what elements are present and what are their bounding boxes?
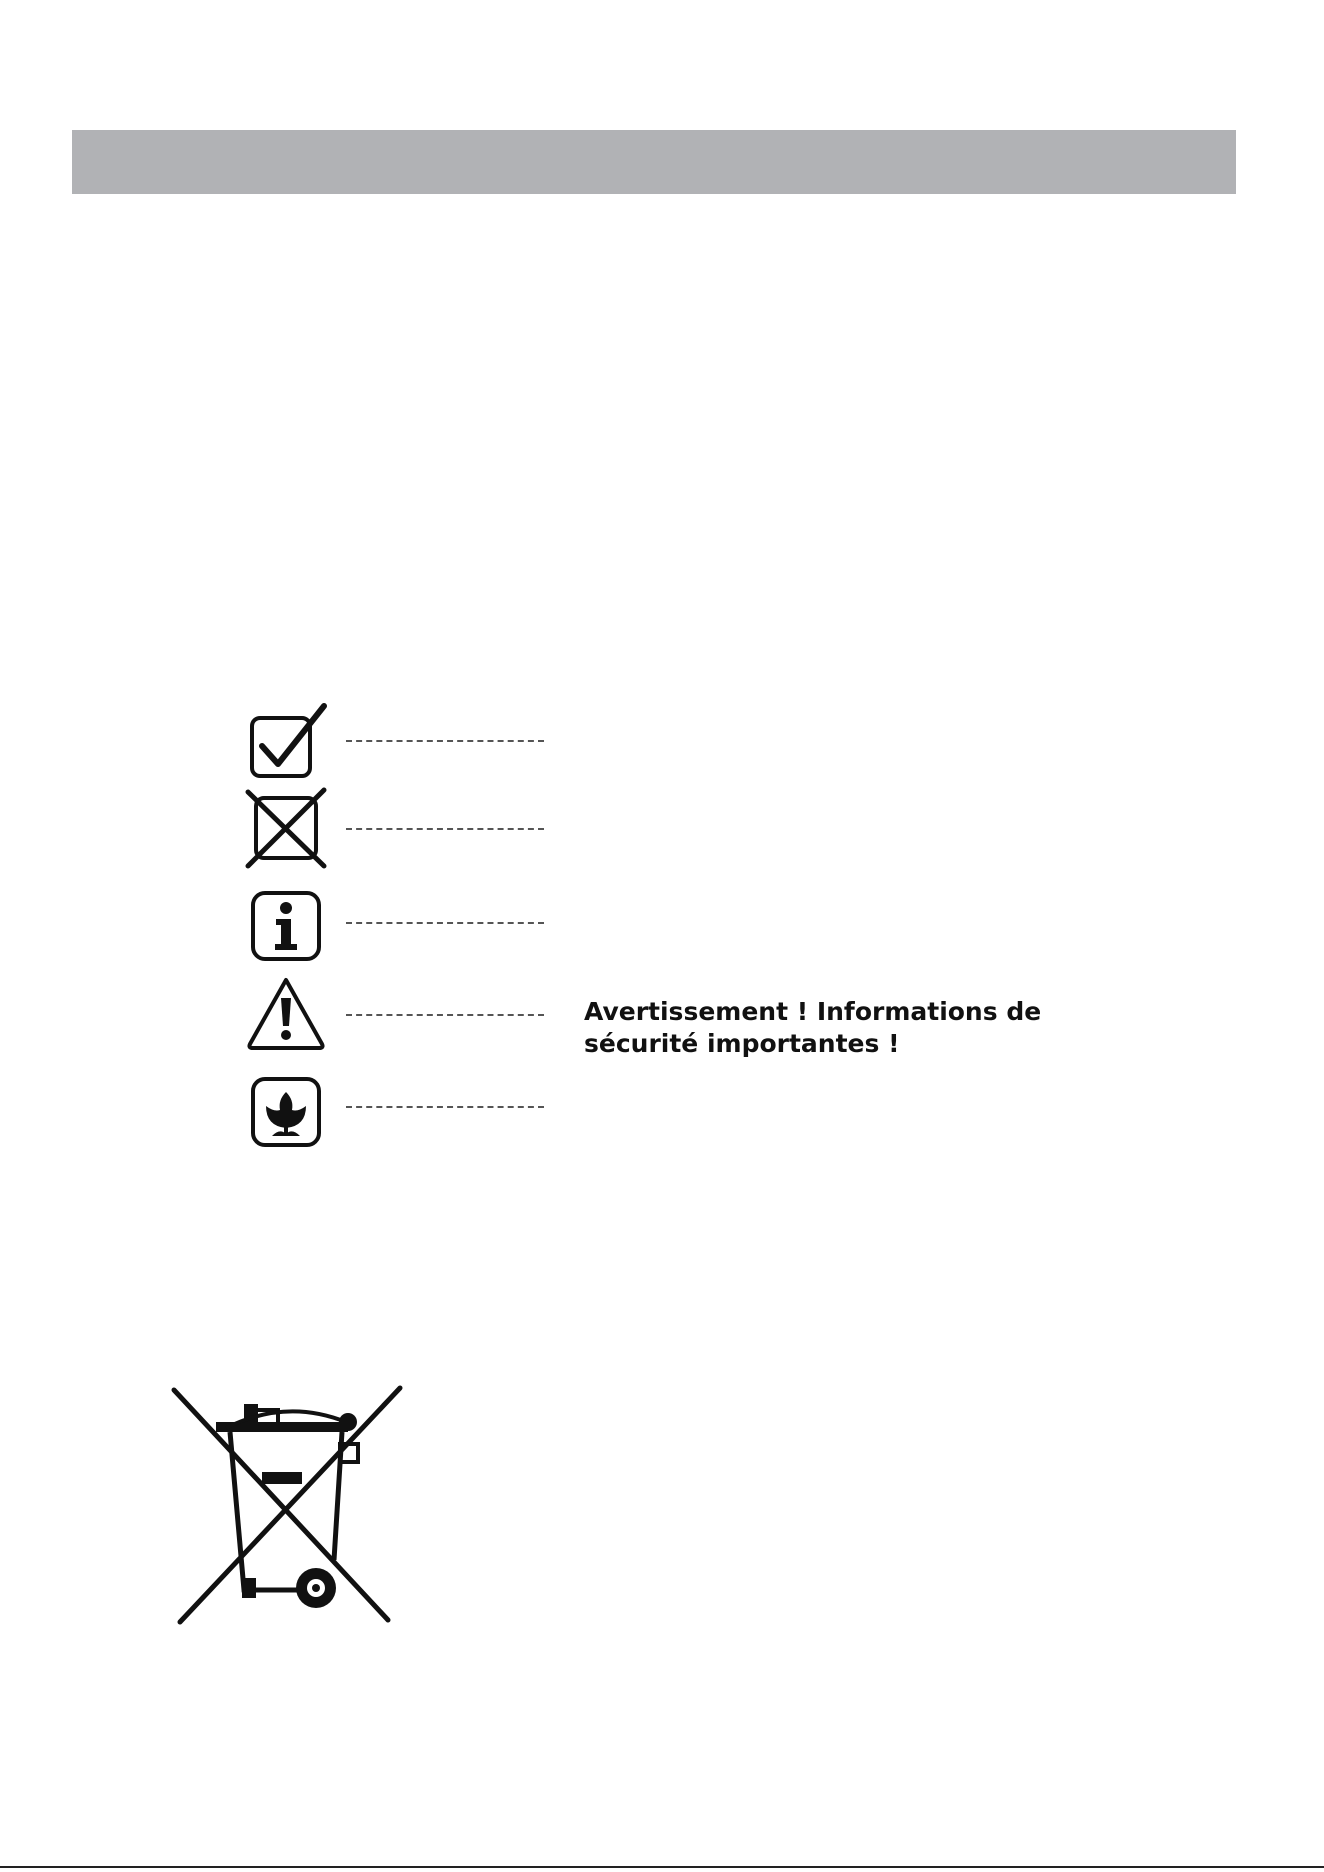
checkmark-box-icon bbox=[244, 700, 328, 784]
section-header-band bbox=[72, 130, 1236, 194]
footer-rule bbox=[0, 1866, 1324, 1868]
symbol-leader-line bbox=[346, 740, 544, 742]
symbol-leader-line bbox=[346, 828, 544, 830]
crossed-box-icon bbox=[244, 786, 328, 870]
symbol-leader-line bbox=[346, 1014, 544, 1016]
warning-triangle-icon bbox=[244, 972, 328, 1056]
warning-label: Avertissement ! Informations de sécurité importantes ! bbox=[584, 997, 1042, 1058]
symbol-leader-line bbox=[346, 1106, 544, 1108]
symbol-leader-line bbox=[346, 922, 544, 924]
crossed-out-wheelie-bin-icon bbox=[166, 1382, 406, 1626]
eco-flower-icon bbox=[244, 1070, 328, 1154]
info-icon bbox=[244, 884, 328, 968]
